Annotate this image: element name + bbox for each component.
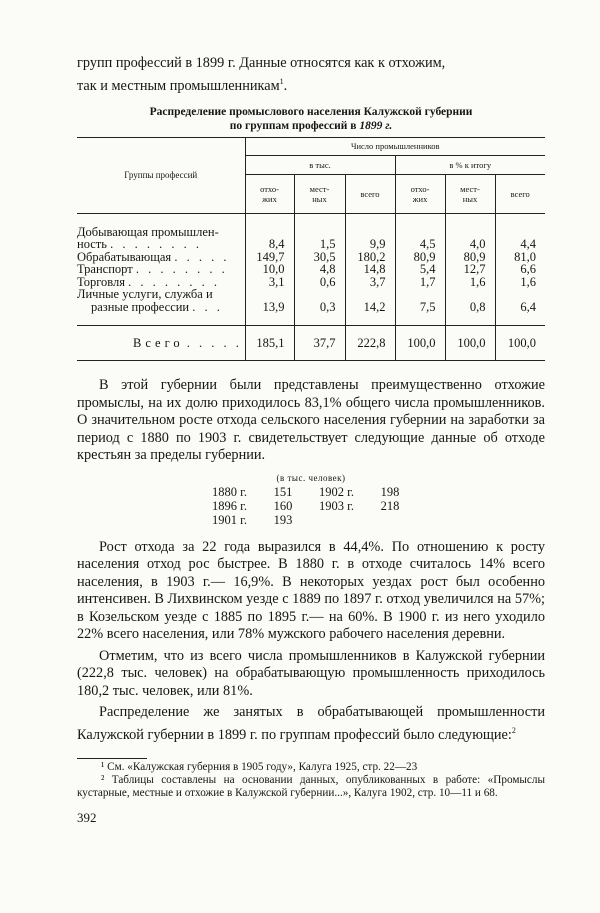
cell: 5,4 bbox=[395, 263, 445, 276]
cell: 8,4 bbox=[245, 213, 294, 251]
cell: 1,6 bbox=[495, 276, 545, 289]
subheader-cell: отхо- жих bbox=[245, 174, 294, 213]
cell: 80,9 bbox=[395, 251, 445, 264]
header-percent: в % к итогу bbox=[395, 155, 545, 174]
profession-table bbox=[77, 137, 545, 362]
cell: 100,0 bbox=[495, 326, 545, 361]
subheader-cell: мест- ных bbox=[294, 174, 345, 213]
cell: 100,0 bbox=[445, 326, 495, 361]
header-groups: Группы профессий bbox=[77, 137, 245, 213]
cell: 6,4 bbox=[495, 288, 545, 326]
row-label: Добывающая промышлен- ность . . . . . . . . bbox=[77, 213, 245, 251]
cell: 4,8 bbox=[294, 263, 345, 276]
cell: 10,0 bbox=[245, 263, 294, 276]
paragraph-3: Отметим, что из всего числа промышленников в Калужской губернии (222,8 тыс. человек) на обрабатывающую промышленность приходилось 180,2 тыс. человек, или 81%. bbox=[77, 647, 545, 699]
table-row-services bbox=[77, 288, 545, 326]
cell: 30,5 bbox=[294, 251, 345, 264]
cell: 4,5 bbox=[395, 213, 445, 251]
intro-paragraph bbox=[77, 55, 545, 95]
cell: 0,3 bbox=[294, 288, 345, 326]
migration-row: 1880 г. 151 1902 г. 198 bbox=[212, 484, 400, 499]
row-label: Торговля . . . . . . . . bbox=[77, 274, 220, 289]
cell: 222,8 bbox=[345, 326, 395, 361]
intro-line-2-end: . bbox=[283, 77, 288, 94]
cell: 0,8 bbox=[445, 288, 495, 326]
subheader-cell: всего bbox=[495, 174, 545, 213]
cell: 1,5 bbox=[294, 213, 345, 251]
paragraph-2: Рост отхода за 22 года выразился в 44,4%. По отношению к росту населения отход рос быстрее. В 1880 г. в отходе считалось 14% всего населения, в 1903 г.— 16,9%. В некоторых уездах рост был особенно интенсивен. В Лихвинском уезде с 1889 по 1897 г. отход увеличился на 57%; в Козельском уезде с 1885 по 1895 г.— на 60%. В 1900 г. из него уходило 22% всего населения, или 78% мужского рабочего населения деревни. bbox=[77, 538, 545, 643]
intro-line-2: так и местным промышленникам bbox=[77, 77, 280, 94]
migration-table bbox=[204, 485, 418, 527]
row-label: Транспорт . . . . . . . . bbox=[77, 262, 228, 277]
table-title-line-1: Распределение промыслового населения Калужской губернии bbox=[149, 105, 473, 118]
footnote-divider bbox=[77, 758, 147, 759]
cell: 80,9 bbox=[445, 251, 495, 264]
table-title-line-2-a: по группам профессий в bbox=[229, 119, 357, 132]
cell: 12,7 bbox=[445, 263, 495, 276]
cell: 37,7 bbox=[294, 326, 345, 361]
table-title-year: 1899 г. bbox=[359, 119, 393, 132]
subheader-cell: всего bbox=[345, 174, 395, 213]
paragraph-4: Распределение же занятых в обрабатывающей промышленности Калужской губернии в 1899 г. по группам профессий было следующие:$^2$ bbox=[77, 704, 545, 743]
cell: 180,2 bbox=[345, 251, 395, 264]
cell: 4,4 bbox=[495, 213, 545, 251]
units-note: (в тыс. человек) bbox=[276, 472, 346, 483]
cell: 7,5 bbox=[395, 288, 445, 326]
table-header-row-1 bbox=[77, 137, 545, 155]
header-thousands: в тыс. bbox=[245, 155, 395, 174]
cell: 14,8 bbox=[345, 263, 395, 276]
cell: 149,7 bbox=[245, 251, 294, 264]
cell: 3,7 bbox=[345, 276, 395, 289]
cell: 1,7 bbox=[395, 276, 445, 289]
table-title bbox=[77, 105, 545, 133]
cell: 81,0 bbox=[495, 251, 545, 264]
table-row-mining bbox=[77, 213, 545, 251]
cell: 9,9 bbox=[345, 213, 395, 251]
cell: 185,1 bbox=[245, 326, 294, 361]
paragraph-1: В этой губернии были представлены преимущественно отхожие промыслы, на их долю приходилось 83,1% общего числа промышленников. О значительном росте отхода сельского населения губернии на заработки за период с 1880 по 1903 г. свидетельствует следующие данные об отходе крестьян за пределы губернии. bbox=[77, 377, 545, 464]
cell: 1,6 bbox=[445, 276, 495, 289]
cell: 13,9 bbox=[245, 288, 294, 326]
header-count: Число промышленников bbox=[245, 137, 545, 155]
footnote-2: ² Таблицы составлены на основании данных, опубликованных в работе: «Промыслы кустарные, местные и отхожие в Калужской губернии...», Калуга 1902, стр. 10—11 и 68. bbox=[77, 774, 545, 800]
cell: 4,0 bbox=[445, 213, 495, 251]
subheader-cell: отхо- жих bbox=[395, 174, 445, 213]
page bbox=[77, 55, 545, 826]
row-label: Обрабатывающая . . . . . bbox=[77, 249, 230, 264]
migration-row: 1896 г. 160 1903 г. 218 bbox=[212, 498, 400, 513]
footnote-ref-1: 1 bbox=[279, 76, 284, 86]
cell: 0,6 bbox=[294, 276, 345, 289]
footnote-1: ¹ См. «Калужская губерния в 1905 году», Калуга 1925, стр. 22—23 bbox=[101, 761, 418, 774]
footnote-ref-2: 2 bbox=[511, 725, 516, 735]
subheader-cell: мест- ных bbox=[445, 174, 495, 213]
cell: 3,1 bbox=[245, 276, 294, 289]
migration-row: 1901 г. 193 bbox=[212, 512, 293, 527]
total-label: Всего . . . . . bbox=[77, 326, 245, 361]
cell: 14,2 bbox=[345, 288, 395, 326]
intro-line-1: групп профессий в 1899 г. Данные относятся как к отхожим, bbox=[77, 55, 446, 71]
row-label: Личные услуги, служба и разные профессии . . . bbox=[77, 287, 223, 314]
table-row-total bbox=[77, 326, 545, 361]
cell: 6,6 bbox=[495, 263, 545, 276]
table-title-line-2 bbox=[77, 119, 545, 133]
cell: 100,0 bbox=[395, 326, 445, 361]
page-number: 392 bbox=[77, 810, 97, 826]
